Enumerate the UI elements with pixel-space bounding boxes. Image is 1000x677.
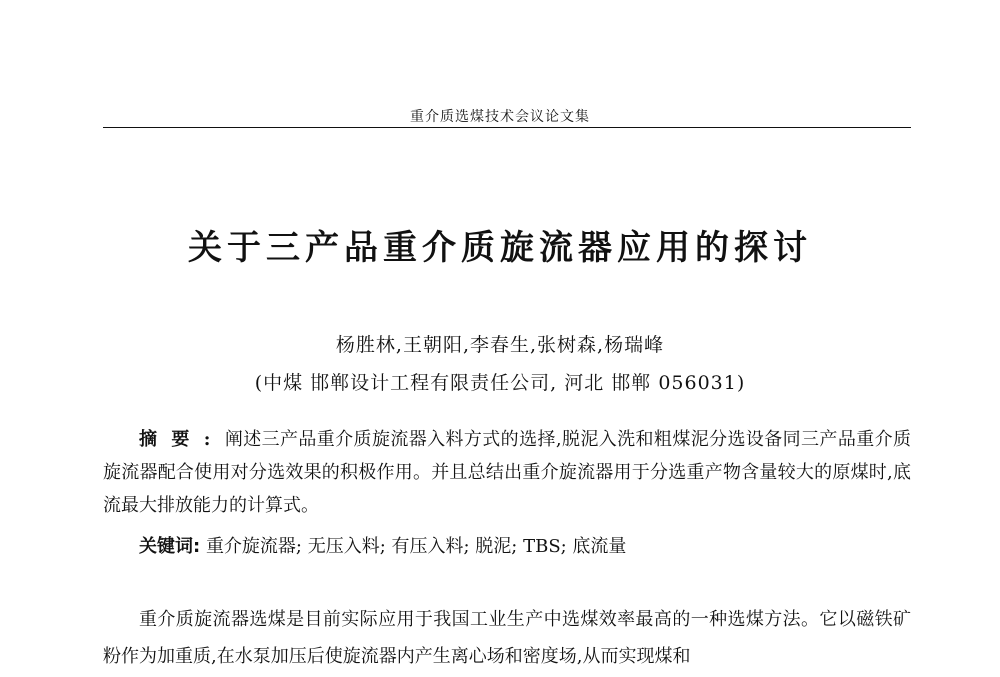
keywords-text: 重介旋流器; 无压入料; 有压入料; 脱泥; TBS; 底流量 — [205, 536, 627, 557]
body-paragraph: 重介质旋流器选煤是目前实际应用于我国工业生产中选煤效率最高的一种选煤方法。它以磁铁矿粉作为加重质,在水泵加压后使旋流器内产生离心场和密度场,从而实现煤和 — [103, 609, 911, 667]
abstract-label: 摘要: — [139, 429, 225, 450]
header-rule — [103, 127, 911, 128]
abstract-text: 阐述三产品重介质旋流器入料方式的选择,脱泥入洗和粗煤泥分选设备同三产品重介质旋流器配合使用对分选效果的积极作用。并且总结出重介旋流器用于分选重产物含量较大的原煤时,底流最大排放能力的计算式。 — [103, 429, 911, 516]
keywords-label: 关键词: — [139, 536, 201, 557]
affiliation: (中煤 邯郸设计工程有限责任公司, 河北 邯郸 056031) — [254, 372, 746, 394]
authors: 杨胜林,王朝阳,李春生,张树森,杨瑞峰 — [335, 334, 665, 356]
abstract — [103, 423, 911, 522]
running-header: 重介质选煤技术会议论文集 — [410, 109, 590, 125]
keywords — [103, 532, 911, 562]
paper-title: 关于三产品重介质旋流器应用的探讨 — [188, 228, 812, 268]
